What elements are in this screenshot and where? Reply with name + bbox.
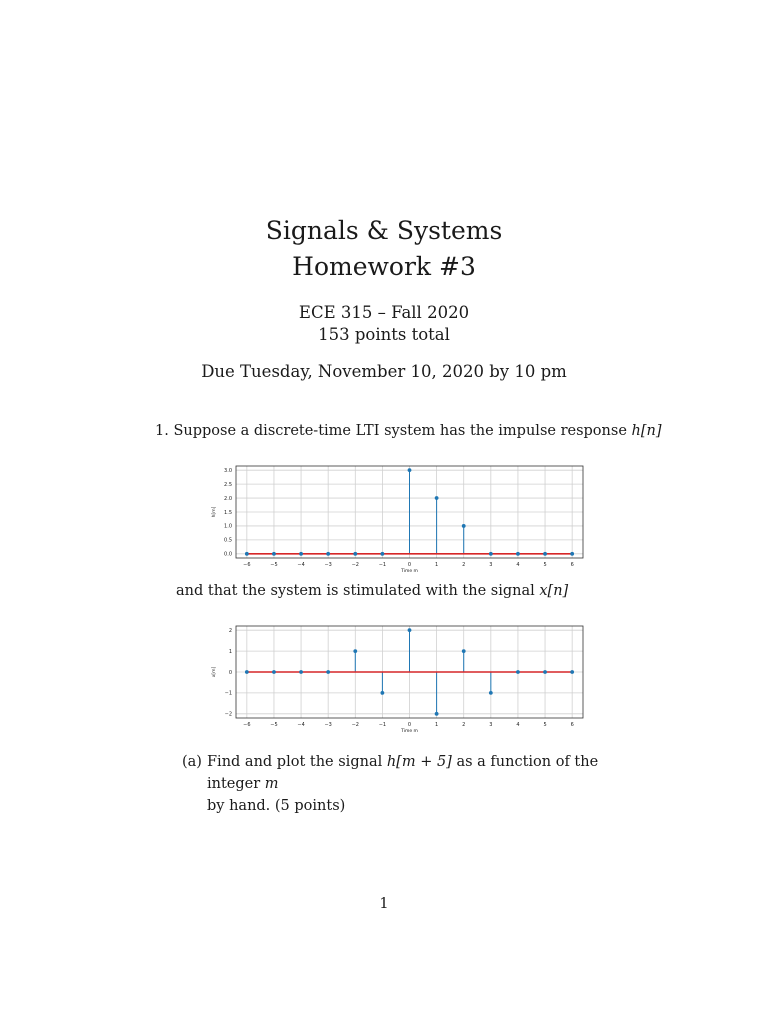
part-a-text-2: as a function of the integer (207, 754, 599, 792)
x-tick-label: 0 (407, 562, 412, 568)
x-tick-label: −3 (324, 562, 332, 568)
stimulus-text: and that the system is stimulated with the signal (176, 583, 540, 599)
x-tick-label: −4 (297, 562, 305, 568)
x-tick-label: −2 (351, 562, 359, 568)
page-number: 1 (379, 896, 389, 912)
x-tick-label: 0 (407, 722, 412, 728)
x-tick-label: −1 (378, 562, 387, 568)
part-a-shifted-signal-symbol: h[m + 5] (386, 754, 452, 770)
part-a-text-1: Find and plot the signal (207, 754, 387, 770)
stem-marker (570, 670, 574, 674)
part-a-variable-symbol: m (264, 776, 279, 792)
x-axis-label: Time m (401, 569, 418, 574)
stem-marker (380, 691, 384, 695)
impulse-response-chart (200, 462, 590, 576)
input-signal-symbol: x[n] (539, 583, 569, 599)
x-tick-label: 5 (543, 722, 547, 728)
x-tick-label: 6 (570, 722, 574, 728)
x-tick-label: −1 (378, 722, 387, 728)
y-tick-label: 2.0 (224, 495, 232, 502)
x-tick-label: −6 (243, 562, 251, 568)
stem-marker (435, 496, 439, 500)
x-tick-label: 1 (435, 722, 439, 728)
stem-marker (516, 552, 520, 556)
stem-marker (353, 552, 357, 556)
y-tick-label: 2 (228, 627, 232, 634)
stem-marker (462, 649, 466, 653)
problem-1-statement (155, 420, 662, 442)
y-tick-label: −2 (224, 711, 232, 718)
stem-marker (435, 712, 439, 716)
x-tick-label: −2 (351, 722, 359, 728)
part-a-label: (a) (182, 754, 202, 770)
points-total-line: 153 points total (318, 325, 450, 344)
x-tick-label: 5 (543, 562, 547, 568)
impulse-response-symbol: h[n] (631, 423, 662, 439)
x-tick-label: 3 (489, 562, 493, 568)
stem-marker (353, 649, 357, 653)
y-tick-label: 3.0 (224, 467, 232, 474)
part-a-text-3: by hand. (5 points) (207, 798, 346, 814)
y-tick-label: 1.0 (224, 523, 232, 530)
x-tick-label: 6 (570, 562, 574, 568)
stem-marker (326, 670, 330, 674)
y-tick-label: 0 (228, 669, 232, 676)
stem-marker (408, 468, 412, 472)
x-tick-label: 4 (516, 722, 520, 728)
stem-marker (489, 691, 493, 695)
part-a-text (207, 751, 647, 817)
stem-marker (516, 670, 520, 674)
stem-marker (245, 670, 249, 674)
problem-intro-text: Suppose a discrete-time LTI system has the impulse response (173, 423, 632, 439)
x-tick-label: −3 (324, 722, 332, 728)
x-tick-label: −4 (297, 722, 305, 728)
document-title-line1: Signals & Systems (265, 216, 503, 245)
stem-marker (570, 552, 574, 556)
y-tick-label: −1 (224, 690, 232, 697)
stem-marker (408, 628, 412, 632)
y-axis-label: h[m] (212, 506, 217, 518)
stem-marker (489, 552, 493, 556)
stem-marker (380, 552, 384, 556)
x-tick-label: 2 (462, 562, 466, 568)
y-tick-label: 1.5 (224, 509, 232, 516)
course-line: ECE 315 – Fall 2020 (298, 303, 470, 322)
stem-marker (272, 670, 276, 674)
y-tick-label: 0.0 (224, 551, 232, 558)
stem-marker (299, 552, 303, 556)
problem-number: 1. (155, 423, 169, 439)
x-tick-label: −5 (270, 562, 278, 568)
stem-marker (245, 552, 249, 556)
stem-marker (299, 670, 303, 674)
x-axis-label: Time m (401, 729, 418, 734)
x-tick-label: 4 (516, 562, 520, 568)
stimulus-statement (176, 580, 568, 602)
y-axis-label: x[m] (212, 666, 217, 678)
due-date-line: Due Tuesday, November 10, 2020 by 10 pm (201, 362, 567, 381)
document-title-line2: Homework #3 (292, 252, 476, 281)
y-tick-label: 1 (228, 648, 232, 655)
x-tick-label: 1 (435, 562, 439, 568)
x-tick-label: 3 (489, 722, 493, 728)
stem-marker (543, 670, 547, 674)
stem-marker (462, 524, 466, 528)
stem-marker (326, 552, 330, 556)
y-tick-label: 0.5 (224, 537, 232, 544)
x-tick-label: 2 (462, 722, 466, 728)
y-tick-label: 2.5 (224, 481, 232, 488)
x-tick-label: −6 (243, 722, 251, 728)
input-signal-chart (200, 622, 590, 736)
stem-marker (272, 552, 276, 556)
x-tick-label: −5 (270, 722, 278, 728)
stem-marker (543, 552, 547, 556)
